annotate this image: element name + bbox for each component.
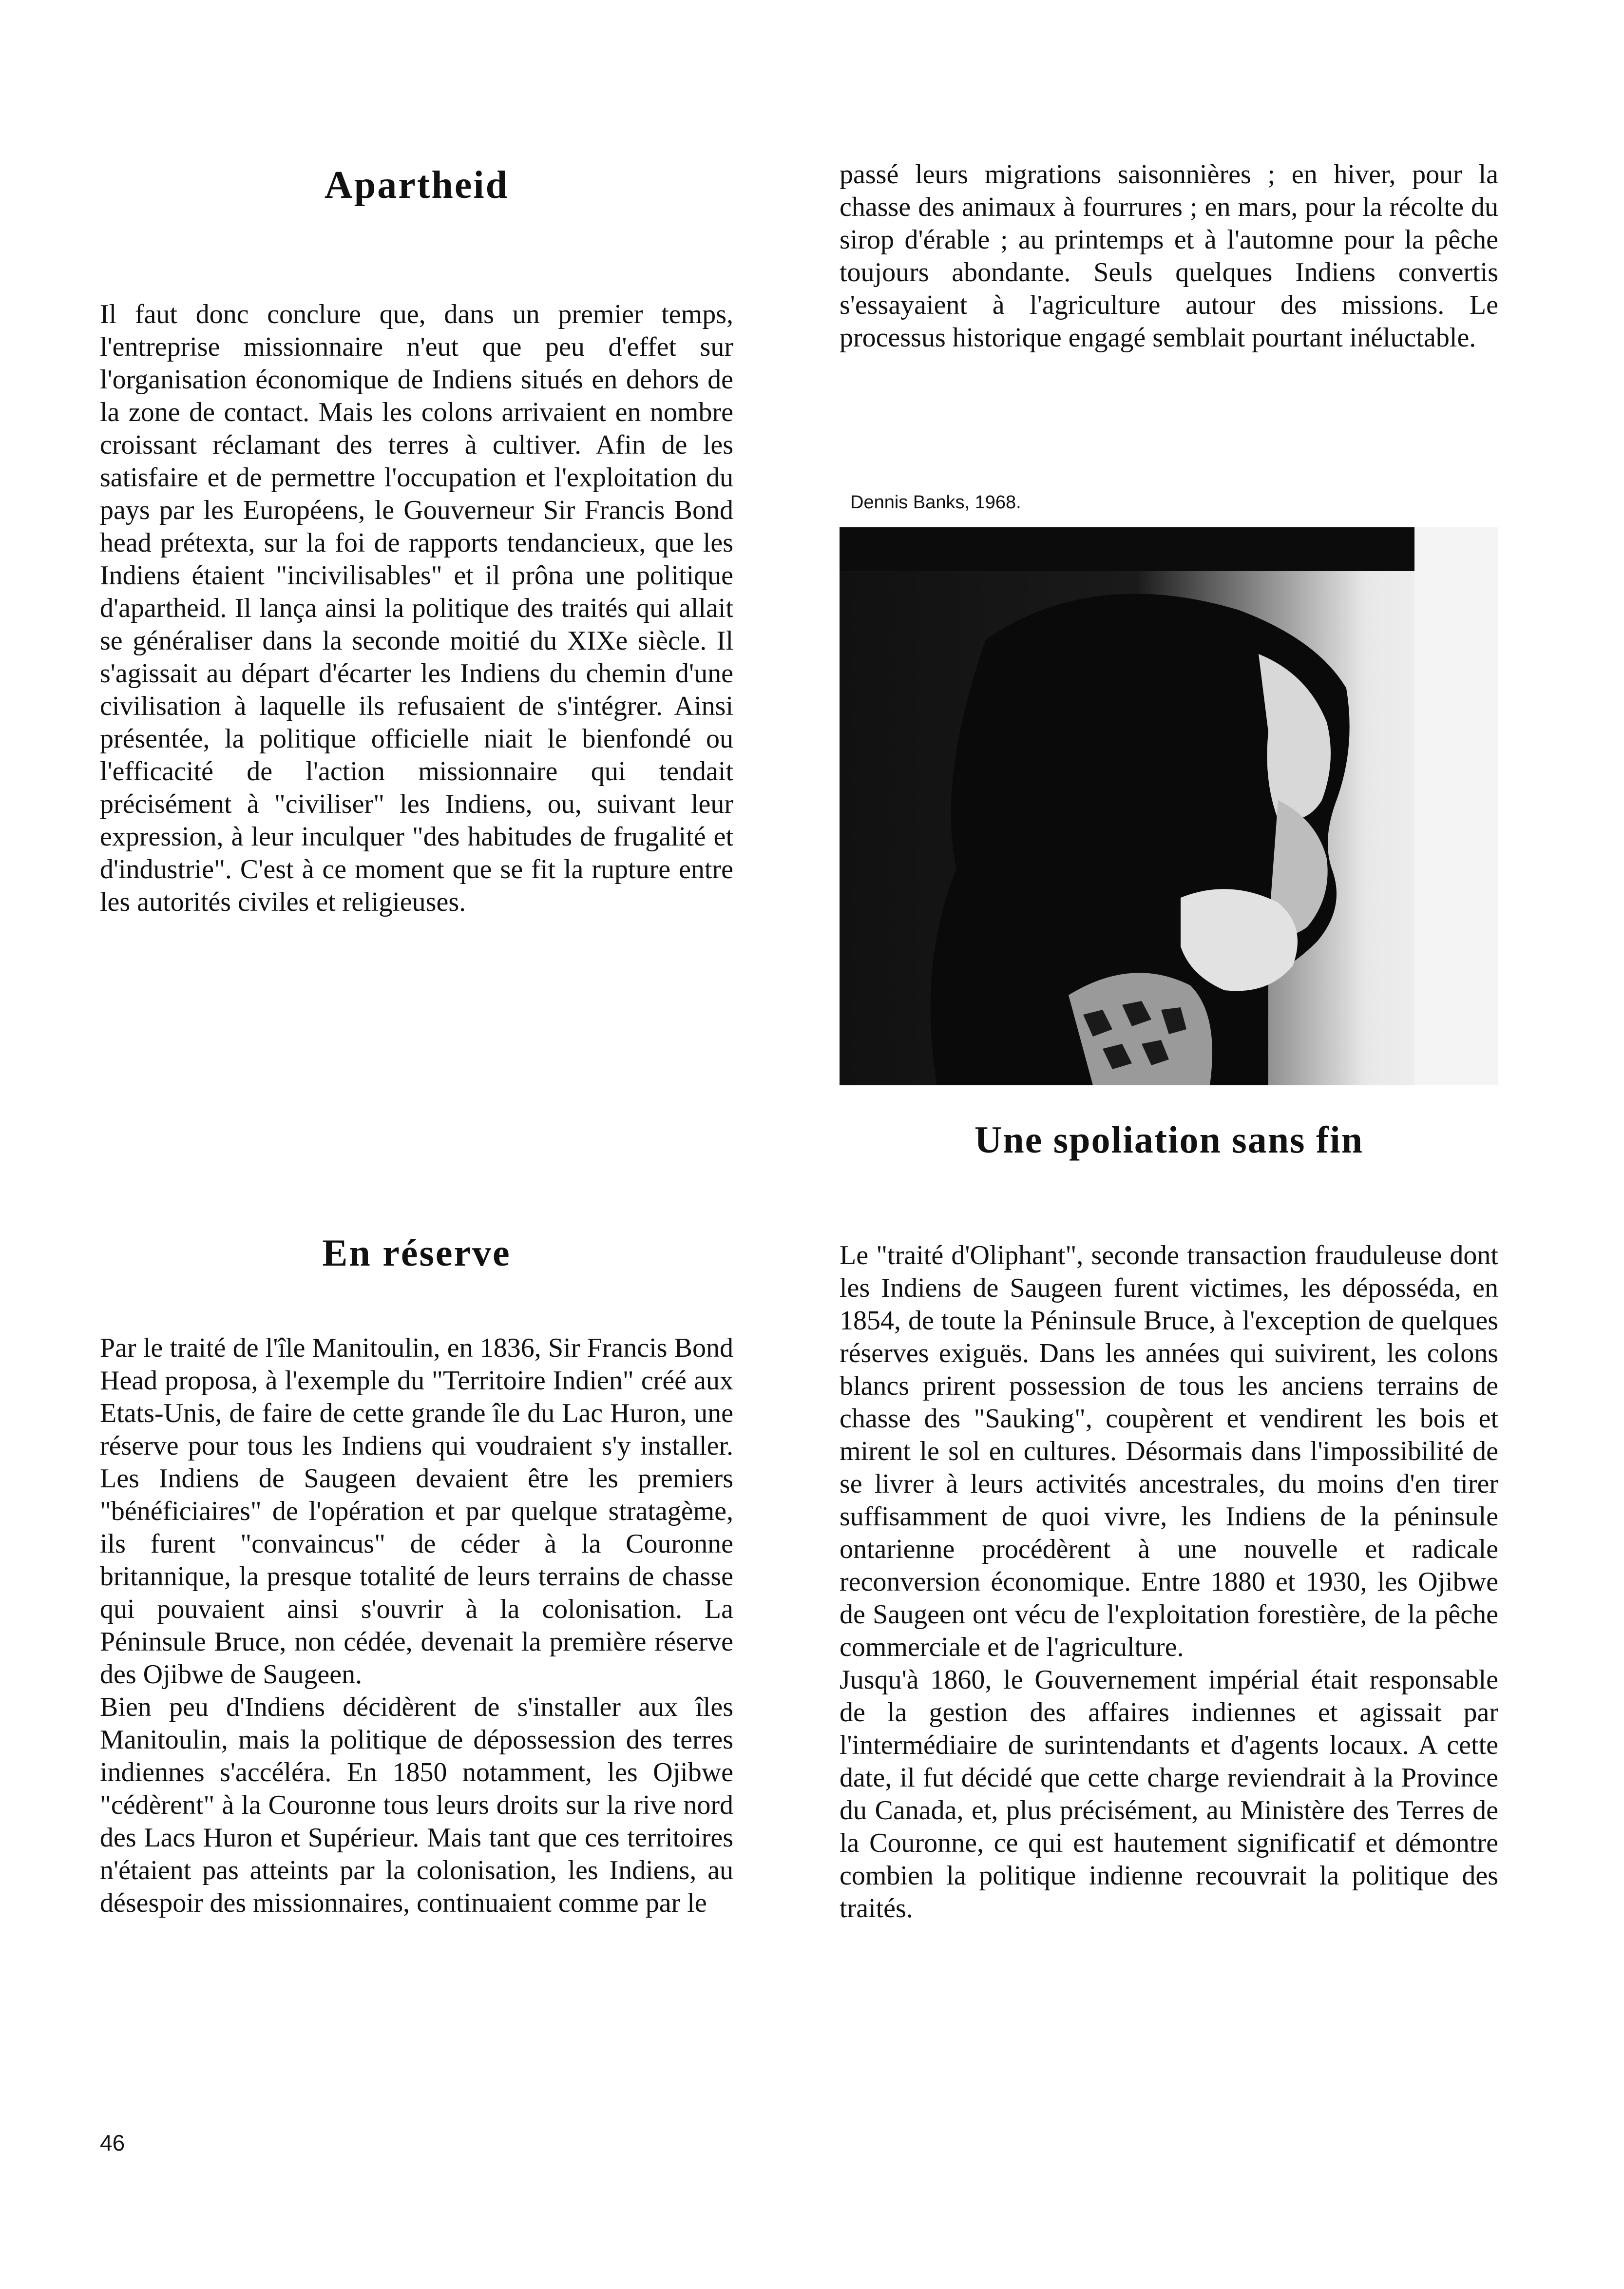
paragraph: Bien peu d'Indiens décidèrent de s'installer aux îles Manitoulin, mais la politique de dépossession des terres indiennes s'accéléra. En 1850 notamment, les Ojibwe "cédèrent" à la Couronne tous leurs droits sur la rive nord des Lacs Huron et Supérieur. Mais tant que ces territoires n'étaient pas atteints par la colonisation, les Indiens, au désespoir des missionnaires, continuaient comme par le — [100, 1692, 733, 1918]
paragraph: Le "traité d'Oliphant", seconde transaction frauduleuse dont les Indiens de Saugeen furent victimes, les déposséda, en 1854, de toute la Péninsule Bruce, à l'exception de quelques réserves exiguës. Dans les années qui suivirent, les colons blancs prirent possession de tous les anciens terrains de chasse des "Sauking", coupèrent et vendirent les bois et mirent le sol en cultures. Désormais dans l'impossibilité de se livrer à leurs activités ancestrales, du moins d'en tirer suffisamment de quoi vivre, les Indiens de la péninsule ontarienne procédèrent à une nouvelle et radicale reconversion économique. Entre 1880 et 1930, les Ojibwe de Saugeen ont vécu de l'exploitation forestière, de la pêche commerciale et de l'agriculture. — [840, 1240, 1498, 1662]
paragraph: Jusqu'à 1860, le Gouvernement impérial était responsable de la gestion des affaires indiennes et agissait par l'intermédiaire de surintendants et d'agents locaux. A cette date, il fut décidé que cette charge reviendrait à la Province du Canada, et, plus précisément, au Ministère des Terres de la Couronne, ce qui est hautement significatif et démontre combien la politique indienne recouvrait la politique des traités. — [840, 1665, 1498, 1924]
heading-reserve: En réserve — [322, 1231, 511, 1274]
paragraph: Par le traité de l'île Manitoulin, en 1836, Sir Francis Bond Head proposa, à l'exemple du "Territoire Indien" créé aux Etats-Unis, de faire de cette grande île du Lac Huron, une réserve pour tous les Indiens qui voudraient s'y installer. Les Indiens de Saugeen devaient être les premiers "bénéficiaires" de l'opération et par quelque stratagème, ils furent "convaincus" de céder à la Couronne britannique, la presque totalité de leurs terrains de chasse qui pouvaient ainsi s'ouvrir à la colonisation. La Péninsule Bruce, non cédée, devenait la première réserve des Ojibwe de Saugeen. — [100, 1333, 733, 1690]
page-number: 46 — [100, 2130, 125, 2155]
heading-spoliation: Une spoliation sans fin — [974, 1118, 1364, 1161]
apartheid-text — [100, 298, 733, 919]
photo-caption: Dennis Banks, 1968. — [850, 492, 1021, 513]
reserve-text — [100, 1332, 733, 1920]
portrait-photo-image — [840, 527, 1498, 1085]
paragraph: Il faut donc conclure que, dans un premier temps, l'entreprise missionnaire n'eut que peu d'effet sur l'organisation économique de Indiens situés en dehors de la zone de contact. Mais les colons arrivaient en nombre croissant réclamant des terres à cultiver. Afin de les satisfaire et de permettre l'occupation et l'exploitation du pays par les Européens, le Gouverneur Sir Francis Bond head prétexta, sur la foi de rapports tendancieux, que les Indiens étaient "incivilisables" et il prôna une politique d'apartheid. Il lança ainsi la politique des traités qui allait se généraliser dans la seconde moitié du XIXe siècle. Il s'agissait au départ d'écarter les Indiens du chemin d'une civilisation à laquelle ils refusaient de s'intégrer. Ainsi présentée, la politique officielle niait le bienfondé ou l'efficacité de l'action missionnaire qui tendait précisément à "civiliser" les Indiens, ou, suivant leur expression, à leur inculquer "des habitudes de frugalité et d'industrie". C'est à ce moment que se fit la rupture entre les autorités civiles et religieuses. — [100, 299, 733, 917]
continuation-text — [840, 158, 1498, 354]
paragraph: passé leurs migrations saisonnières ; en hiver, pour la chasse des animaux à fourrures ; en mars, pour la récolte du sirop d'érable ; au printemps et à l'automne pour la pêche toujours abondante. Seuls quelques Indiens convertis s'essayaient à l'agriculture autour des missions. Le processus historique engagé semblait pourtant inéluctable. — [840, 159, 1498, 353]
spoliation-text — [840, 1239, 1498, 1925]
heading-apartheid: Apartheid — [324, 164, 509, 207]
portrait-photo — [840, 527, 1498, 1085]
